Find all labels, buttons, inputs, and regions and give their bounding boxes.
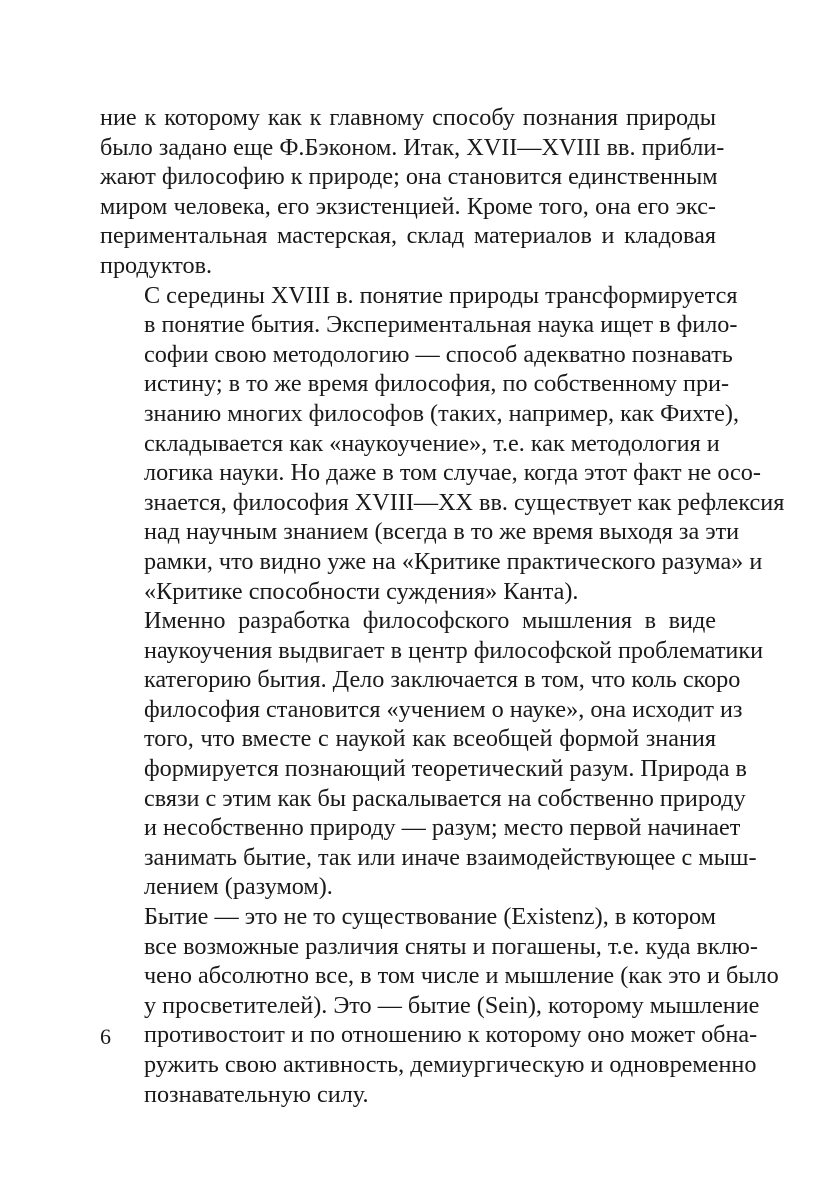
text-line: противостоит и по отношению к которому оно может обна-	[144, 1021, 758, 1049]
text-line: лением (разумом).	[144, 873, 333, 901]
text-line: чено абсолютно все, в том числе и мышление (как это и было	[144, 962, 779, 990]
text-line: все возможные различия сняты и погашены, т.е. куда вклю-	[144, 932, 758, 960]
text-line: и несобственно природу — разум; место первой начинает	[144, 814, 741, 842]
paragraph	[100, 103, 725, 281]
text-line: софии свою методологию — способ адекватно познавать	[144, 340, 733, 368]
text-line: было задано еще Ф.Бэконом. Итак, XVII—XVIII вв. прибли-	[100, 133, 725, 161]
text-line: в понятие бытия. Экспериментальная наука ищет в фило-	[144, 311, 738, 339]
text-line: продуктов.	[100, 251, 213, 279]
text-line: знается, философия XVIII—XX вв. существует как рефлексия	[144, 488, 785, 516]
text-line: истину; в то же время философия, по собственному при-	[144, 370, 730, 398]
text-line: над научным знанием (всегда в то же время выходя за эти	[144, 518, 740, 546]
text-line: знанию многих философов (таких, например, как Фихте),	[144, 399, 740, 427]
paragraph	[100, 902, 779, 1109]
text-line: Бытие — это не то существование (Existenz), в котором	[144, 903, 716, 931]
text-line: наукоучения выдвигает в центр философской проблематики	[144, 636, 764, 664]
page-body	[100, 103, 785, 1109]
text-line: миром человека, его экзистенцией. Кроме того, она его экс-	[100, 192, 716, 220]
text-line: «Критике способности суждения» Канта).	[144, 577, 579, 605]
text-line: жают философию к природе; она становится единственным	[100, 163, 718, 191]
text-line: занимать бытие, так или иначе взаимодействующее с мыш-	[144, 843, 757, 871]
text-line: познавательную силу.	[144, 1080, 369, 1108]
text-line: ружить свою активность, демиургическую и одновременно	[144, 1051, 757, 1078]
paragraph	[100, 606, 764, 902]
text-line: формируется познающий теоретический разум. Природа в	[144, 755, 747, 783]
paragraph	[100, 281, 785, 607]
text-line: у просветителей). Это — бытие (Sein), которому мышление	[144, 991, 760, 1019]
text-line: связи с этим как бы раскалывается на собственно природу	[144, 784, 746, 812]
text-line: категорию бытия. Дело заключается в том, что коль скоро	[144, 666, 741, 694]
text-line: того, что вместе с наукой как всеобщей формой знания	[144, 725, 716, 753]
text-line: рамки, что видно уже на «Критике практического разума» и	[144, 547, 763, 575]
text-line: Именно разработка философского мышления в виде	[144, 607, 716, 635]
text-line: логика науки. Но даже в том случае, когда этот факт не осо-	[144, 459, 761, 487]
page-number: 6	[100, 1024, 111, 1049]
text-line: С середины XVIII в. понятие природы трансформируется	[144, 281, 738, 309]
text-line: складывается как «наукоучение», т.е. как методология и	[144, 429, 720, 457]
text-line: ние к которому как к главному способу познания природы	[100, 104, 716, 131]
text-line: периментальная мастерская, склад материалов и кладовая	[100, 222, 716, 250]
text-line: философия становится «учением о науке», она исходит из	[144, 695, 743, 723]
